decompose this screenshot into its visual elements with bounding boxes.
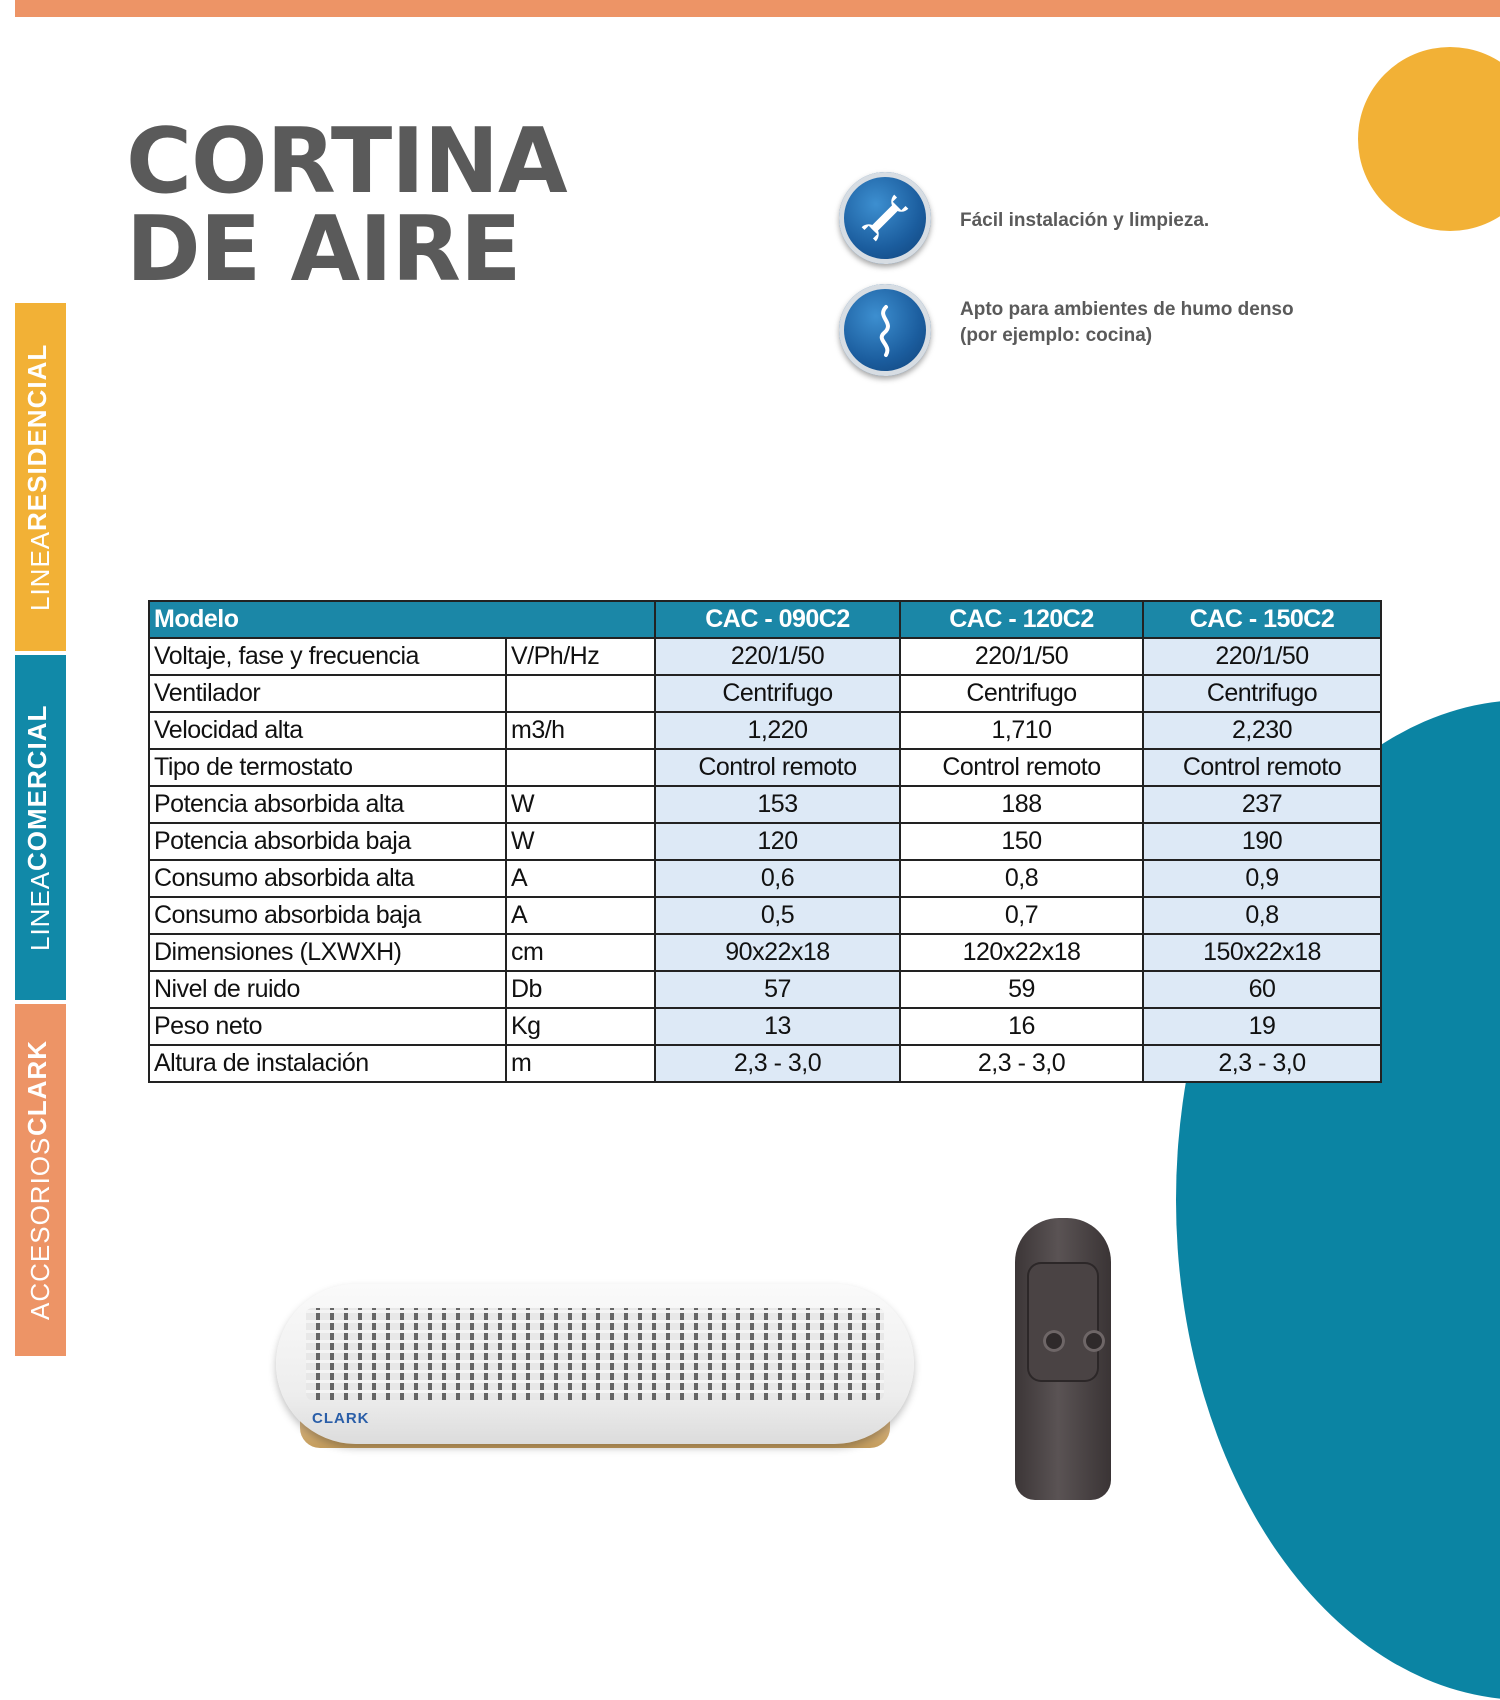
- header-model-1: CAC - 090C2: [655, 601, 900, 638]
- row-label: Ventilador: [149, 675, 506, 712]
- row-unit: [506, 749, 655, 786]
- table-row: [149, 1045, 1381, 1082]
- row-value: Control remoto: [900, 749, 1143, 786]
- row-unit: [506, 675, 655, 712]
- row-label: Velocidad alta: [149, 712, 506, 749]
- header-modelo: Modelo: [149, 601, 655, 638]
- row-value: 190: [1143, 823, 1381, 860]
- specs-table: [148, 600, 1382, 1083]
- row-value: 220/1/50: [900, 638, 1143, 675]
- row-value: 0,9: [1143, 860, 1381, 897]
- row-value: 2,3 - 3,0: [900, 1045, 1143, 1082]
- row-value: Centrifugo: [1143, 675, 1381, 712]
- row-value: 0,7: [900, 897, 1143, 934]
- brand-logo: CLARK: [312, 1410, 370, 1427]
- row-label: Tipo de termostato: [149, 749, 506, 786]
- row-label: Voltaje, fase y frecuencia: [149, 638, 506, 675]
- row-value: Control remoto: [1143, 749, 1381, 786]
- table-row: [149, 1008, 1381, 1045]
- header-model-2: CAC - 120C2: [900, 601, 1143, 638]
- row-unit: cm: [506, 934, 655, 971]
- row-value: 150: [900, 823, 1143, 860]
- remote-control-image: [1015, 1218, 1111, 1500]
- feature-smoke-environments: [960, 297, 1294, 349]
- row-value: 237: [1143, 786, 1381, 823]
- row-value: Control remoto: [655, 749, 900, 786]
- row-unit: A: [506, 860, 655, 897]
- page-title-line1: CORTINA: [126, 109, 567, 214]
- row-unit: m3/h: [506, 712, 655, 749]
- table-row: [149, 749, 1381, 786]
- wrench-icon: [839, 172, 931, 264]
- table-row: [149, 712, 1381, 749]
- row-value: 1,710: [900, 712, 1143, 749]
- row-value: 0,5: [655, 897, 900, 934]
- row-unit: V/Ph/Hz: [506, 638, 655, 675]
- row-value: 2,3 - 3,0: [655, 1045, 900, 1082]
- row-value: 60: [1143, 971, 1381, 1008]
- row-value: 59: [900, 971, 1143, 1008]
- row-label: Consumo absorbida alta: [149, 860, 506, 897]
- row-value: 188: [900, 786, 1143, 823]
- air-curtain-unit-image: [276, 1284, 914, 1444]
- row-value: 13: [655, 1008, 900, 1045]
- row-unit: W: [506, 786, 655, 823]
- row-value: 90x22x18: [655, 934, 900, 971]
- page-title: [126, 109, 567, 302]
- row-label: Nivel de ruido: [149, 971, 506, 1008]
- table-row: [149, 675, 1381, 712]
- row-label: Potencia absorbida baja: [149, 823, 506, 860]
- smoke-icon: [839, 284, 931, 376]
- header-model-3: CAC - 150C2: [1143, 601, 1381, 638]
- row-label: Potencia absorbida alta: [149, 786, 506, 823]
- row-value: 150x22x18: [1143, 934, 1381, 971]
- feature-easy-install: Fácil instalación y limpieza.: [960, 210, 1210, 231]
- remote-control-panel: [1027, 1262, 1099, 1382]
- row-unit: A: [506, 897, 655, 934]
- row-value: 16: [900, 1008, 1143, 1045]
- feature-smoke-line1: Apto para ambientes de humo denso: [960, 299, 1294, 320]
- remote-button-right: [1083, 1330, 1105, 1352]
- table-row: [149, 971, 1381, 1008]
- table-row: [149, 786, 1381, 823]
- remote-button-left: [1043, 1330, 1065, 1352]
- row-value: 2,3 - 3,0: [1143, 1045, 1381, 1082]
- row-value: 220/1/50: [655, 638, 900, 675]
- row-unit: Kg: [506, 1008, 655, 1045]
- row-value: 57: [655, 971, 900, 1008]
- row-value: 0,8: [900, 860, 1143, 897]
- table-row: [149, 934, 1381, 971]
- row-value: Centrifugo: [900, 675, 1143, 712]
- row-label: Peso neto: [149, 1008, 506, 1045]
- table-row: [149, 860, 1381, 897]
- row-label: Altura de instalación: [149, 1045, 506, 1082]
- row-label: Dimensiones (LXWXH): [149, 934, 506, 971]
- air-curtain-grille-lines: [306, 1308, 884, 1400]
- table-row: [149, 638, 1381, 675]
- row-value: 120: [655, 823, 900, 860]
- side-tab-linea-residencial: LINEA RESIDENCIAL: [15, 303, 66, 651]
- row-value: 220/1/50: [1143, 638, 1381, 675]
- page-title-line2: DE AIRE: [126, 197, 521, 302]
- row-value: 0,8: [1143, 897, 1381, 934]
- row-unit: Db: [506, 971, 655, 1008]
- row-value: 120x22x18: [900, 934, 1143, 971]
- feature-smoke-line2: (por ejemplo: cocina): [960, 325, 1153, 346]
- top-accent-bar: [15, 0, 1500, 17]
- table-header-row: [149, 601, 1381, 638]
- row-label: Consumo absorbida baja: [149, 897, 506, 934]
- table-row: [149, 823, 1381, 860]
- side-tab-linea-comercial: LINEA COMERCIAL: [15, 655, 66, 1000]
- row-unit: W: [506, 823, 655, 860]
- row-value: 153: [655, 786, 900, 823]
- row-value: 2,230: [1143, 712, 1381, 749]
- decorative-orange-circle: [1358, 47, 1500, 231]
- row-unit: m: [506, 1045, 655, 1082]
- row-value: Centrifugo: [655, 675, 900, 712]
- row-value: 19: [1143, 1008, 1381, 1045]
- row-value: 0,6: [655, 860, 900, 897]
- row-value: 1,220: [655, 712, 900, 749]
- side-tab-accesorios-clark: ACCESORIOS CLARK: [15, 1004, 66, 1356]
- table-row: [149, 897, 1381, 934]
